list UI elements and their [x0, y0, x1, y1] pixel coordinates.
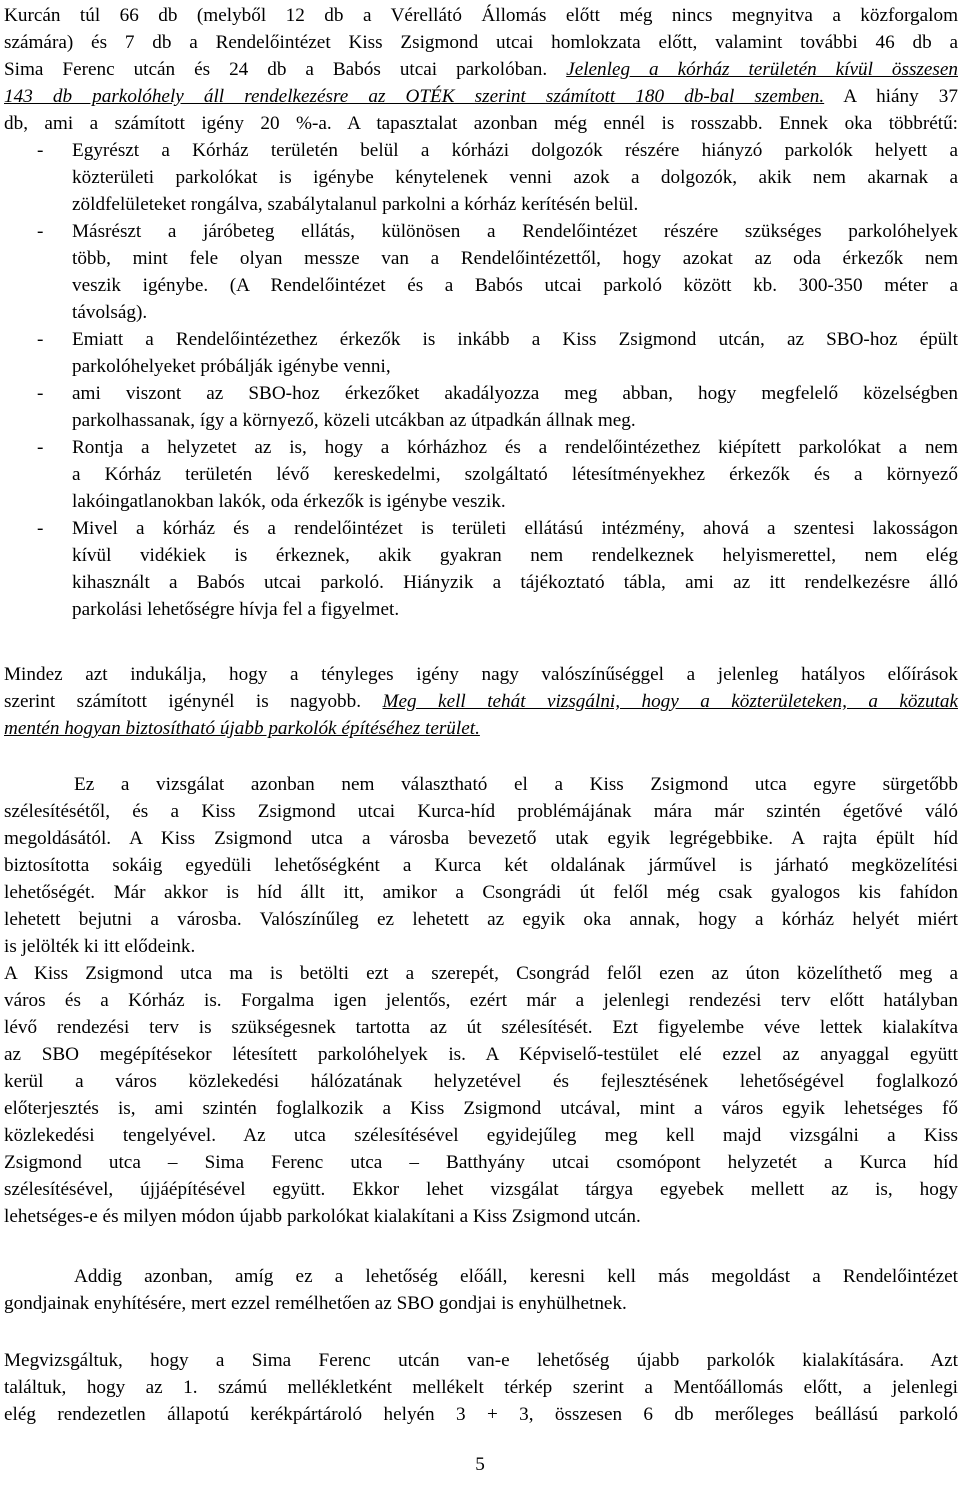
bullet-dash: -: [37, 437, 44, 458]
text-line: számára) és 7 db a Rendelőintézet Kiss Zsigmond utcai homlokzata előtt, valamint további 46 db a: [4, 32, 958, 53]
text-line: szélesítésétől, és a Kiss Zsigmond utcai Kurca-híd problémájának mára már szintén égetővé váló: [4, 801, 958, 822]
bullet-dash: -: [37, 140, 44, 161]
bullet-line: parkolhassanak, így a környező, közeli utcákban az útpadkán állnak meg.: [72, 410, 636, 431]
bullet-line: Emiatt a Rendelőintézethez érkezők is inkább a Kiss Zsigmond utcán, az SBO-hoz épült: [72, 329, 958, 350]
bullet-dash: -: [37, 329, 44, 350]
text-line: biztosította sokáig egyedüli lehetőségként a Kurca két oldalának járművel is járható megközelítési: [4, 855, 958, 876]
text-line: Addig azonban, amíg ez a lehetőség előáll, keresni kell más megoldást a Rendelőintézet: [74, 1266, 958, 1287]
text-line: Zsigmond utca – Sima Ferenc utca – Batthyány utcai csomópont helyzetét a Kurca híd: [4, 1152, 958, 1173]
text-span: Sima Ferenc utcán és 24 db a Babós utcai parkolóban.: [4, 59, 567, 80]
bullet-line: parkolási lehetőségre hívja fel a figyelmet.: [72, 599, 400, 620]
emphasis-text: Meg kell tehát vizsgálni, hogy a közterületeken, a közutak: [382, 691, 958, 712]
text-line: is jelölték ki itt elődeink.: [4, 936, 196, 957]
bullet-line: több, mint fele olyan messze van a Rendelőintézettől, hogy azokat az oda érkezők nem: [72, 248, 958, 269]
bullet-line: ami viszont az SBO-hoz érkezőket akadályozza meg abban, hogy megfelelő közelségben: [72, 383, 958, 404]
text-line: [4, 84, 958, 110]
bullet-line: Másrészt a járóbeteg ellátás, különösen a Rendelőintézet részére szükséges parkolóhelyek: [72, 221, 958, 242]
text-line: előterjesztés is, ami szintén foglalkozik a Kiss Zsigmond utcával, mint a város egyik lehetséges fő: [4, 1098, 958, 1119]
bullet-line: parkolóhelyeket próbálják igénybe venni,: [72, 356, 391, 377]
text-line: közlekedési tengelyével. Az utca szélesítésével egyidejűleg meg kell majd vizsgálni a Kiss: [4, 1125, 958, 1146]
text-line: elég rendezetlen állapotú kerékpártároló helyén 3 + 3, összesen 6 db merőleges beállású parkoló: [4, 1404, 958, 1425]
text-line: az SBO megépítésekor létesített parkolóhelyek is. A Képviselő-testület elé ezzel az anyaggal együtt: [4, 1044, 958, 1065]
text-line: lehetséges-e és milyen módon újabb parkolókat kialakítani a Kiss Zsigmond utcán.: [4, 1206, 641, 1227]
text-line: A Kiss Zsigmond utca ma is betölti ezt a szerepét, Csongrád felől ezen az úton közelíthető meg a: [4, 963, 958, 984]
bullet-line: kihasznált a Babós utcai parkoló. Hiányzik a tájékoztató tábla, ami az itt rendelkezésre álló: [72, 572, 958, 593]
bullet-line: távolság).: [72, 302, 148, 323]
text-span: szerint számított igénynél is nagyobb.: [4, 691, 383, 712]
emphasis-text: Jelenleg a kórház területén kívül összesen: [566, 59, 958, 80]
emphasis-text: 143 db parkolóhely áll rendelkezésre az OTÉK szerint számított 180 db-bal szemben.: [4, 86, 825, 107]
text-line: város és a Kórház is. Forgalma igen jelentős, ezért már a jelenlegi rendezési terv előtt hatályban: [4, 990, 958, 1011]
text-line: találtuk, hogy az 1. számú mellékletként mellékelt térkép szerint a Mentőállomás előtt, a jelenlegi: [4, 1377, 958, 1398]
page-number: 5: [475, 1454, 485, 1475]
text-line: lehetőségét. Már akkor is híd állt itt, amikor a Csongrádi út felől még csak gyalogos kis fahídon: [4, 882, 958, 903]
bullet-dash: -: [37, 518, 44, 539]
text-line: Ez a vizsgálat azonban nem választható el a Kiss Zsigmond utca egyre sürgetőbb: [74, 774, 958, 795]
emphasis-text: mentén hogyan biztosítható újabb parkolók építéséhez terület.: [4, 718, 480, 739]
bullet-dash: -: [37, 221, 44, 242]
text-line: gondjainak enyhítésére, mert ezzel remélhetően az SBO gondjai is enyhülhetnek.: [4, 1293, 627, 1314]
bullet-line: Egyrészt a Kórház területén belül a kórházi dolgozók részére hiányzó parkolók helyett a: [72, 140, 958, 161]
text-line: [4, 689, 958, 715]
text-line: kerül a város közlekedési hálózatának helyzetével és fejlesztésének lehetőségével foglalkozó: [4, 1071, 958, 1092]
text-line: Kurcán túl 66 db (melyből 12 db a Vérellátó Állomás előtt még nincs megnyitva a közforgalom: [4, 5, 958, 26]
text-line: Megvizsgáltuk, hogy a Sima Ferenc utcán van-e lehetőség újabb parkolók kialakítására. Azt: [4, 1350, 958, 1371]
bullet-line: veszik igénybe. (A Rendelőintézet és a Babós utcai parkoló között kb. 300-350 méter a: [72, 275, 958, 296]
text-span: A hiány 37: [824, 86, 958, 107]
bullet-line: közterületi parkolókat is igénybe kénytelenek venni azok a dolgozók, akik nem akarnak a: [72, 167, 958, 188]
text-line: [4, 57, 958, 83]
bullet-line: Mivel a kórház és a rendelőintézet is területi ellátású intézmény, ahová a szentesi lakosságon: [72, 518, 958, 539]
bullet-dash: -: [37, 383, 44, 404]
text-line: megoldásától. A Kiss Zsigmond utca a városba bevezető utak egyik legrégebbike. A rajta épült híd: [4, 828, 958, 849]
bullet-line: a Kórház területén lévő kereskedelmi, szolgáltató létesítményekhez érkezők és a környező: [72, 464, 958, 485]
bullet-line: zöldfelületeket rongálva, szabálytalanul parkolni a kórház kerítésén belül.: [72, 194, 639, 215]
text-line: szélesítésével, újjáépítésével együtt. Ekkor lehet vizsgálat tárgya egyebek mellett az is, hogy: [4, 1179, 958, 1200]
text-line: db, ami a számított igény 20 %-a. A tapasztalat azonban még ennél is rosszabb. Ennek oka többrétű:: [4, 113, 958, 134]
text-line: Mindez azt indukálja, hogy a tényleges igény nagy valószínűséggel a jelenleg hatályos előírások: [4, 664, 958, 685]
text-line: [4, 716, 480, 742]
text-line: lévő rendezési terv is szükségesnek tartotta az út szélesítését. Ezt figyelembe véve lettek kialakítva: [4, 1017, 958, 1038]
text-line: lehetett bejutni a városba. Valószínűleg ez lehetett az egyik oka annak, hogy a kórház helyét miért: [4, 909, 958, 930]
bullet-line: lakóingatlanokban lakók, oda érkezők is igénybe veszik.: [72, 491, 506, 512]
bullet-line: Rontja a helyzetet az is, hogy a kórházhoz és a rendelőintézethez kiépített parkolókat a nem: [72, 437, 958, 458]
bullet-line: kívül vidékiek is érkeznek, akik gyakran nem rendelkeznek helyismerettel, nem elég: [72, 545, 958, 566]
